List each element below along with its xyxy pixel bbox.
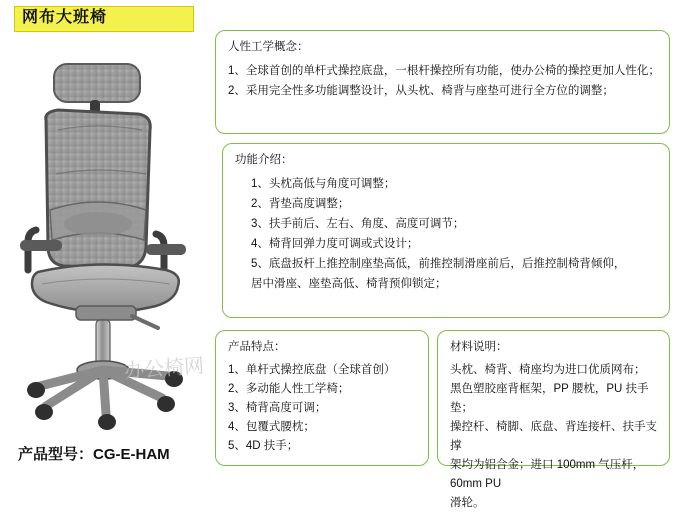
material-description-line: 滑轮。 (450, 497, 485, 509)
function-intro-heading: 功能介绍： (235, 154, 293, 166)
model-number (18, 443, 170, 464)
material-description-line: 操控杆、椅脚、底盘、背连接杆、扶手支撑 (450, 421, 657, 452)
material-description-line: 黑色塑胶座背框架，PP 腰枕，PU 扶手垫； (450, 383, 649, 414)
page-title: 网布大班椅 (22, 9, 108, 26)
product-features-heading: 产品特点： (228, 341, 286, 353)
product-features-line: 2、多动能人性工学椅； (228, 383, 350, 395)
function-intro-line: 4、椅背回弹力度可调或式设计； (251, 238, 419, 250)
material-description-box (437, 330, 670, 509)
watermark-text: 办公椅网 (123, 353, 205, 383)
product-features-line: 4、包覆式腰枕； (228, 421, 315, 433)
material-description-line: 头枕、椅背、椅座均为进口优质网布； (450, 364, 646, 376)
product-features-line: 5、4D 扶手； (228, 440, 299, 452)
model-number-value: CG-E-HAM (93, 446, 170, 463)
function-intro-line: 1、头枕高低与角度可调整； (251, 178, 396, 190)
product-photo (6, 34, 211, 434)
function-intro-line: 3、扶手前后、左右、角度、高度可调节； (251, 218, 465, 230)
material-description-line: 架均为铝合金；进口 100mm 气压杆，60mm PU (450, 459, 645, 490)
ergonomic-concept-heading: 人性工学概念： (228, 41, 309, 53)
material-description-heading: 材料说明： (450, 341, 508, 353)
function-intro-line: 2、背垫高度调整； (251, 198, 350, 210)
ergonomic-concept-line: 1、全球首创的单杆式操控底盘，一根杆操控所有功能，使办公椅的操控更加人性化； (228, 65, 660, 77)
product-features-box (215, 330, 429, 466)
function-intro-line: 5、底盘扳杆上推控制座垫高低，前推控制滑座前后，后推控制椅背倾仰， (251, 258, 626, 270)
product-features-line: 1、单杆式操控底盘（全球首创） (228, 364, 396, 376)
ergonomic-concept-box (215, 30, 670, 134)
ergonomic-concept-line: 2、采用完全性多功能调整设计，从头枕、椅背与座垫可进行全方位的调整； (228, 85, 614, 97)
function-intro-line: 居中滑座、座垫高低、椅背预仰锁定； (251, 278, 447, 290)
function-intro-box (222, 143, 670, 318)
product-features-line: 3、椅背高度可调； (228, 402, 327, 414)
model-number-label: 产品型号： (18, 446, 94, 463)
